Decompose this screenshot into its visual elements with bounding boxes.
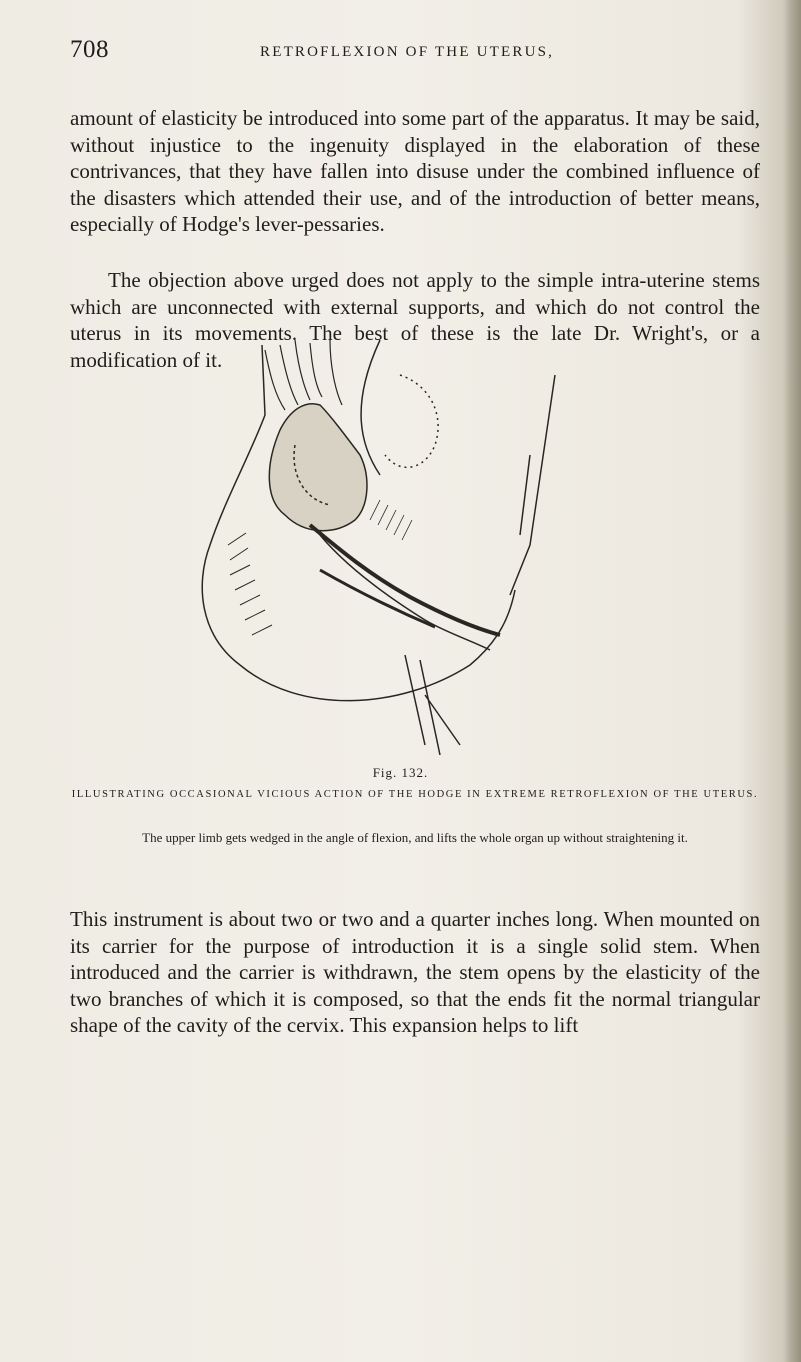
paragraph-2: The objection above urged does not apply to the simple intra-uterine stems which are unconnected with external supports, and which do not control the uterus in its movements. The best of these is the late Dr. Wright's, or a modification of it.: [70, 268, 760, 372]
figure-title: ILLUSTRATING OCCASIONAL VICIOUS ACTION OF THE HODGE IN EXTREME RETROFLEXION OF THE UTERUS.: [71, 789, 759, 800]
bladder-outline: [385, 375, 438, 467]
abdominal-wall: [361, 340, 380, 475]
running-head: [70, 36, 760, 66]
lower-line-3: [425, 695, 460, 745]
figure-label: Fig. 132.: [372, 765, 429, 780]
sacrum-curve: [240, 590, 515, 701]
intestine-coils: [265, 340, 342, 410]
pelvic-outline: [202, 345, 265, 665]
rectum-hatching: [228, 533, 272, 635]
paragraph-1: amount of elasticity be introduced into some part of the apparatus. It may be said, without injustice to the ingenuity displayed in the elaboration of these contrivances, that they have fallen into disuse under the combined influence of the disasters which attended their use, and of the introduction of better means, especially of Hodge's lever-pessaries.: [70, 106, 760, 236]
lower-line-2: [420, 660, 440, 755]
uterus-hatching: [370, 500, 412, 540]
page-number: 708: [70, 36, 109, 63]
page-edge: [783, 0, 801, 1362]
uterus-body: [269, 404, 367, 531]
right-wall-line: [510, 375, 555, 595]
paragraph-3: This instrument is about two or two and a quarter inches long. When mounted on its carrier for the purpose of introduction it is a single solid stem. When introduced and the carrier is withdrawn, the stem opens by the elasticity of the two branches of which it is composed, so that the ends fit the normal triangular shape of the cavity of the cervix. This expansion helps to lift: [70, 907, 760, 1037]
figure-description: The upper limb gets wedged in the angle of flexion, and lifts the whole organ up without straightening it.: [142, 830, 688, 845]
anatomical-illustration: [170, 335, 590, 755]
running-head-title: RETROFLEXION OF THE UTERUS,: [260, 44, 555, 60]
